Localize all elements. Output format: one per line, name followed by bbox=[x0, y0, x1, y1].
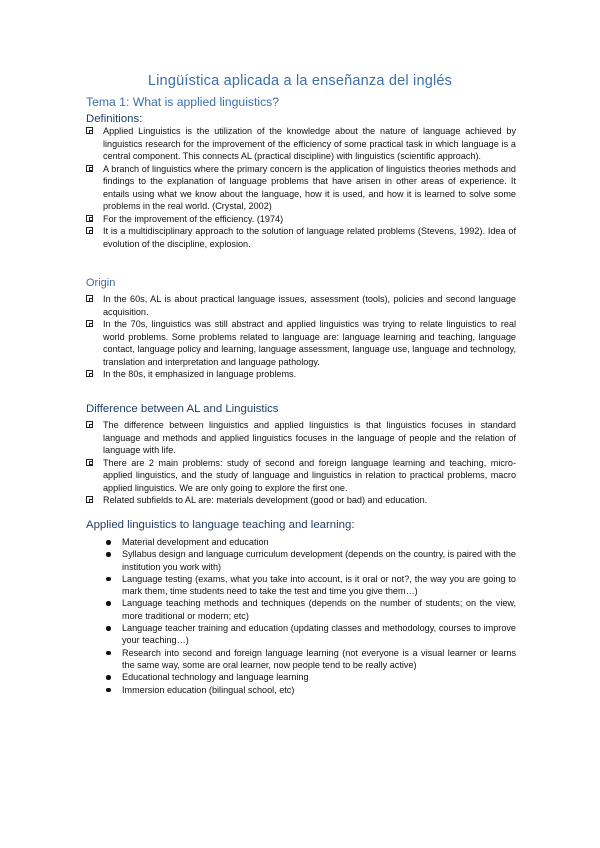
checkbox-bullet-icon bbox=[86, 227, 93, 234]
list-item: Language teaching methods and techniques (depends on the number of students; on the view, more traditional or modern; etc) bbox=[106, 597, 516, 622]
checkbox-bullet-icon bbox=[86, 370, 93, 377]
difference-heading: Difference between AL and Linguistics bbox=[86, 403, 279, 415]
difference-list bbox=[86, 419, 516, 507]
list-item: A branch of linguistics where the primary concern is the application of linguistics theories methods and findings to the explanation of language problems that have arisen in other areas of experience. It entails using what we know about the language, how it is used, and how it is learned to solve some problems in the real world. (Crystal, 2002) bbox=[86, 163, 516, 213]
checkbox-bullet-icon bbox=[86, 215, 93, 222]
list-item: Educational technology and language learning bbox=[106, 671, 516, 683]
list-item: In the 60s, AL is about practical language issues, assessment (tools), policies and second language acquisition. bbox=[86, 293, 516, 318]
applied-list bbox=[106, 536, 516, 696]
topic-heading: Tema 1: What is applied linguistics? bbox=[86, 95, 280, 109]
list-item: Language teacher training and education (updating classes and methodology, courses to improve your teaching…) bbox=[106, 622, 516, 647]
definitions-heading: Definitions: bbox=[86, 113, 143, 125]
page-title: Lingüística aplicada a la enseñanza del inglés bbox=[147, 73, 453, 89]
checkbox-bullet-icon bbox=[86, 496, 93, 503]
origin-list bbox=[86, 293, 516, 381]
list-item: There are 2 main problems: study of second and foreign language learning and teaching, micro-applied linguistics, and the study of language and linguistics in relation to practical problems, macro applied linguistics. We are only going to explore the first one. bbox=[86, 457, 516, 495]
bullet-dot-icon bbox=[106, 552, 111, 557]
list-item: In the 70s, linguistics was still abstract and applied linguistics was trying to relate linguistics to real world problems. Some problems related to language are: language learning and teaching, language contact, language policy and learning, language assessment, language use, language and technology, translation and interpretation and language pathology. bbox=[86, 318, 516, 368]
checkbox-bullet-icon bbox=[86, 165, 93, 172]
checkbox-bullet-icon bbox=[86, 421, 93, 428]
list-item: Material development and education bbox=[106, 536, 516, 548]
bullet-dot-icon bbox=[106, 540, 111, 545]
checkbox-bullet-icon bbox=[86, 459, 93, 466]
list-item: It is a multidisciplinary approach to the solution of language related problems (Stevens, 1992). Idea of evolution of the discipline, explosion. bbox=[86, 225, 516, 250]
list-item: Syllabus design and language curriculum development (depends on the country, is paired with the institution you work with) bbox=[106, 548, 516, 573]
list-item: Language testing (exams, what you take into account, is it oral or not?, the way you are going to mark them, time students need to take the test and time you give them…) bbox=[106, 573, 516, 598]
bullet-dot-icon bbox=[106, 577, 111, 582]
checkbox-bullet-icon bbox=[86, 295, 93, 302]
checkbox-bullet-icon bbox=[86, 127, 93, 134]
list-item: For the improvement of the efficiency. (1974) bbox=[86, 213, 516, 226]
bullet-dot-icon bbox=[106, 675, 111, 680]
applied-heading: Applied linguistics to language teaching and learning: bbox=[86, 519, 355, 531]
origin-heading: Origin bbox=[86, 277, 116, 289]
bullet-dot-icon bbox=[106, 651, 111, 656]
list-item: Applied Linguistics is the utilization of the knowledge about the nature of language achieved by linguistics research for the improvement of the efficiency of some practical task in which language is a central component. This connects AL (practical discipline) with linguistics (scientific approach). bbox=[86, 125, 516, 163]
bullet-dot-icon bbox=[106, 626, 111, 631]
list-item: Related subfields to AL are: materials development (good or bad) and education. bbox=[86, 494, 516, 507]
definitions-list bbox=[86, 125, 516, 250]
list-item: The difference between linguistics and applied linguistics is that linguistics focuses in standard language and methods and applied linguistics focuses in the language of people and the relation of language with life. bbox=[86, 419, 516, 457]
bullet-dot-icon bbox=[106, 601, 111, 606]
list-item: Research into second and foreign language learning (not everyone is a visual learner or learns the same way, some are oral learner, now people tend to be really active) bbox=[106, 647, 516, 672]
list-item: In the 80s, it emphasized in language problems. bbox=[86, 368, 516, 381]
checkbox-bullet-icon bbox=[86, 320, 93, 327]
bullet-dot-icon bbox=[106, 688, 111, 693]
list-item: Immersion education (bilingual school, etc) bbox=[106, 684, 516, 696]
